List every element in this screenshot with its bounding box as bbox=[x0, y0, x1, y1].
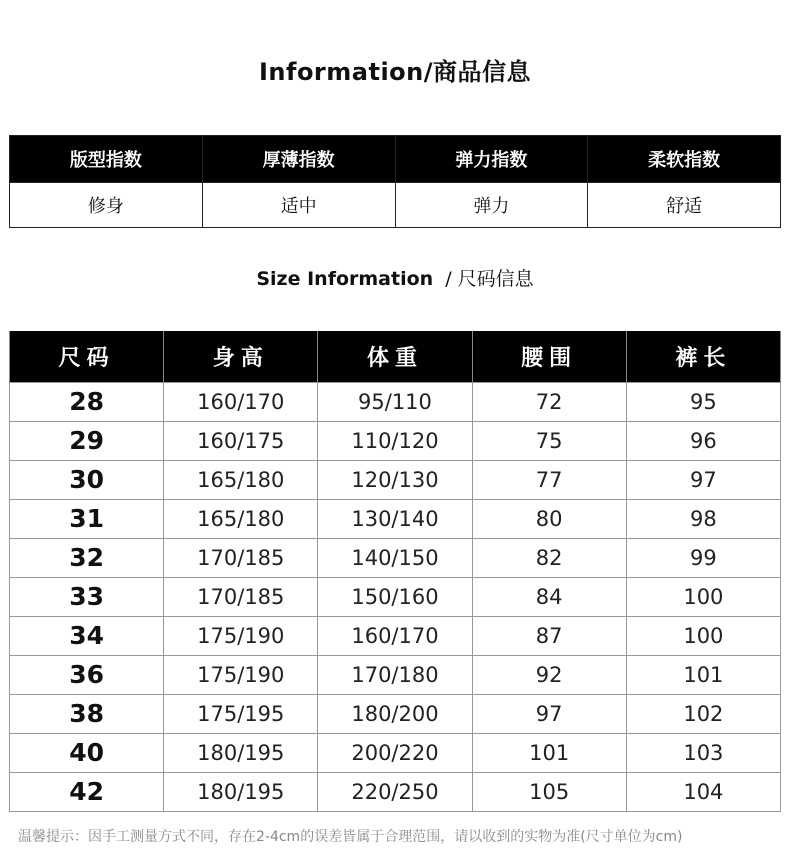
cell-height: 165/180 bbox=[164, 460, 318, 499]
cell-weight: 110/120 bbox=[318, 421, 472, 460]
cell-height: 170/185 bbox=[164, 538, 318, 577]
header-height: 身高 bbox=[164, 331, 318, 382]
value-elasticity: 弹力 bbox=[395, 183, 588, 228]
cell-weight: 95/110 bbox=[318, 382, 472, 421]
header-elasticity-index: 弹力指数 bbox=[395, 136, 588, 183]
cell-height: 180/195 bbox=[164, 772, 318, 811]
size-table-header-row bbox=[10, 331, 781, 382]
cell-size: 36 bbox=[10, 655, 164, 694]
value-fit: 修身 bbox=[10, 183, 203, 228]
table-row bbox=[10, 694, 781, 733]
cell-length: 99 bbox=[626, 538, 780, 577]
cell-waist: 101 bbox=[472, 733, 626, 772]
cell-size: 33 bbox=[10, 577, 164, 616]
product-info-table bbox=[9, 135, 781, 228]
cell-waist: 92 bbox=[472, 655, 626, 694]
table-row bbox=[10, 577, 781, 616]
cell-size: 28 bbox=[10, 382, 164, 421]
table-row bbox=[10, 733, 781, 772]
cell-length: 98 bbox=[626, 499, 780, 538]
cell-length: 103 bbox=[626, 733, 780, 772]
page-title: Information/商品信息 bbox=[258, 58, 532, 86]
table-row bbox=[10, 382, 781, 421]
cell-size: 38 bbox=[10, 694, 164, 733]
cell-size: 40 bbox=[10, 733, 164, 772]
cell-size: 34 bbox=[10, 616, 164, 655]
cell-length: 102 bbox=[626, 694, 780, 733]
header-waist: 腰围 bbox=[472, 331, 626, 382]
value-softness: 舒适 bbox=[588, 183, 781, 228]
cell-weight: 150/160 bbox=[318, 577, 472, 616]
cell-weight: 200/220 bbox=[318, 733, 472, 772]
cell-length: 95 bbox=[626, 382, 780, 421]
cell-length: 100 bbox=[626, 577, 780, 616]
size-section-title bbox=[0, 264, 790, 291]
table-row bbox=[10, 538, 781, 577]
header-fit-index: 版型指数 bbox=[10, 136, 203, 183]
table-row bbox=[10, 772, 781, 811]
cell-waist: 105 bbox=[472, 772, 626, 811]
cell-height: 160/170 bbox=[164, 382, 318, 421]
cell-weight: 130/140 bbox=[318, 499, 472, 538]
header-weight: 体重 bbox=[318, 331, 472, 382]
table-row bbox=[10, 460, 781, 499]
cell-height: 175/195 bbox=[164, 694, 318, 733]
cell-length: 101 bbox=[626, 655, 780, 694]
cell-height: 160/175 bbox=[164, 421, 318, 460]
table-row bbox=[10, 499, 781, 538]
value-thickness: 适中 bbox=[202, 183, 395, 228]
cell-waist: 82 bbox=[472, 538, 626, 577]
cell-length: 104 bbox=[626, 772, 780, 811]
cell-length: 97 bbox=[626, 460, 780, 499]
cell-size: 29 bbox=[10, 421, 164, 460]
table-row bbox=[10, 421, 781, 460]
cell-waist: 75 bbox=[472, 421, 626, 460]
size-title-zh: / 尺码信息 bbox=[445, 268, 534, 290]
cell-height: 180/195 bbox=[164, 733, 318, 772]
cell-height: 165/180 bbox=[164, 499, 318, 538]
cell-height: 175/190 bbox=[164, 616, 318, 655]
cell-waist: 84 bbox=[472, 577, 626, 616]
cell-length: 96 bbox=[626, 421, 780, 460]
cell-waist: 77 bbox=[472, 460, 626, 499]
header-thickness-index: 厚薄指数 bbox=[202, 136, 395, 183]
measurement-note: 温馨提示：因手工测量方式不同，存在2-4cm的误差皆属于合理范围，请以收到的实物为准(尺寸单位为cm) bbox=[18, 829, 683, 845]
cell-weight: 180/200 bbox=[318, 694, 472, 733]
product-info-header-row bbox=[10, 136, 781, 183]
header-softness-index: 柔软指数 bbox=[588, 136, 781, 183]
cell-weight: 160/170 bbox=[318, 616, 472, 655]
size-title-en: Size Information bbox=[256, 268, 434, 290]
cell-height: 175/190 bbox=[164, 655, 318, 694]
header-length: 裤长 bbox=[626, 331, 780, 382]
size-table bbox=[9, 331, 781, 812]
cell-waist: 80 bbox=[472, 499, 626, 538]
cell-size: 42 bbox=[10, 772, 164, 811]
cell-height: 170/185 bbox=[164, 577, 318, 616]
cell-size: 31 bbox=[10, 499, 164, 538]
cell-size: 30 bbox=[10, 460, 164, 499]
cell-waist: 72 bbox=[472, 382, 626, 421]
cell-size: 32 bbox=[10, 538, 164, 577]
cell-weight: 140/150 bbox=[318, 538, 472, 577]
header-size: 尺码 bbox=[10, 331, 164, 382]
table-row bbox=[10, 616, 781, 655]
cell-weight: 170/180 bbox=[318, 655, 472, 694]
cell-weight: 220/250 bbox=[318, 772, 472, 811]
product-info-value-row bbox=[10, 183, 781, 228]
cell-length: 100 bbox=[626, 616, 780, 655]
cell-waist: 87 bbox=[472, 616, 626, 655]
table-row bbox=[10, 655, 781, 694]
cell-weight: 120/130 bbox=[318, 460, 472, 499]
cell-waist: 97 bbox=[472, 694, 626, 733]
